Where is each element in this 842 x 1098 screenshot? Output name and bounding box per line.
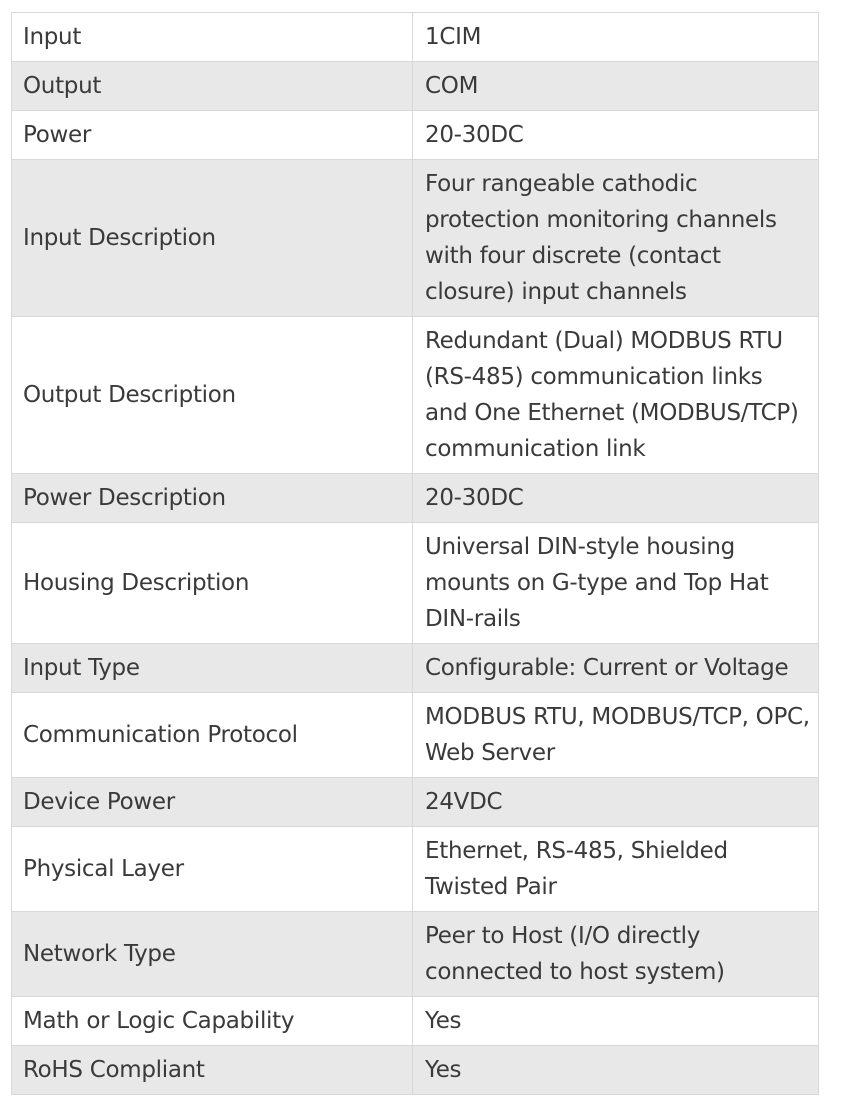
spec-row-housing-description	[12, 523, 819, 644]
spec-value: Yes	[413, 997, 819, 1046]
spec-row-device-power	[12, 778, 819, 827]
spec-value: 20-30DC	[413, 474, 819, 523]
spec-row-power-description	[12, 474, 819, 523]
specifications-table	[11, 12, 819, 1095]
spec-value: Peer to Host (I/O directly connected to host system)	[413, 912, 819, 997]
spec-label: Power	[12, 111, 413, 160]
spec-row-input	[12, 13, 819, 62]
spec-value: Universal DIN-style housing mounts on G-type and Top Hat DIN-rails	[413, 523, 819, 644]
spec-row-physical-layer	[12, 827, 819, 912]
spec-label: Input Description	[12, 160, 413, 317]
spec-value: COM	[413, 62, 819, 111]
spec-value: Configurable: Current or Voltage	[413, 644, 819, 693]
spec-label: Power Description	[12, 474, 413, 523]
spec-value: Yes	[413, 1046, 819, 1095]
spec-value: 24VDC	[413, 778, 819, 827]
spec-label: Device Power	[12, 778, 413, 827]
spec-row-math-logic-capability	[12, 997, 819, 1046]
spec-label: Housing Description	[12, 523, 413, 644]
spec-row-output	[12, 62, 819, 111]
spec-label: Input Type	[12, 644, 413, 693]
spec-value: MODBUS RTU, MODBUS/TCP, OPC, Web Server	[413, 693, 819, 778]
spec-label: Physical Layer	[12, 827, 413, 912]
spec-label: Input	[12, 13, 413, 62]
spec-label: Network Type	[12, 912, 413, 997]
spec-value: 20-30DC	[413, 111, 819, 160]
spec-label: Output	[12, 62, 413, 111]
spec-row-input-description	[12, 160, 819, 317]
spec-value: Redundant (Dual) MODBUS RTU (RS-485) communication links and One Ethernet (MODBUS/TCP) communication link	[413, 317, 819, 474]
spec-value: Four rangeable cathodic protection monitoring channels with four discrete (contact closure) input channels	[413, 160, 819, 317]
spec-row-power	[12, 111, 819, 160]
spec-label: Math or Logic Capability	[12, 997, 413, 1046]
spec-value: Ethernet, RS-485, Shielded Twisted Pair	[413, 827, 819, 912]
spec-row-input-type	[12, 644, 819, 693]
spec-row-communication-protocol	[12, 693, 819, 778]
spec-row-output-description	[12, 317, 819, 474]
spec-row-rohs-compliant	[12, 1046, 819, 1095]
spec-label: RoHS Compliant	[12, 1046, 413, 1095]
spec-label: Communication Protocol	[12, 693, 413, 778]
spec-label: Output Description	[12, 317, 413, 474]
spec-row-network-type	[12, 912, 819, 997]
spec-value: 1CIM	[413, 13, 819, 62]
